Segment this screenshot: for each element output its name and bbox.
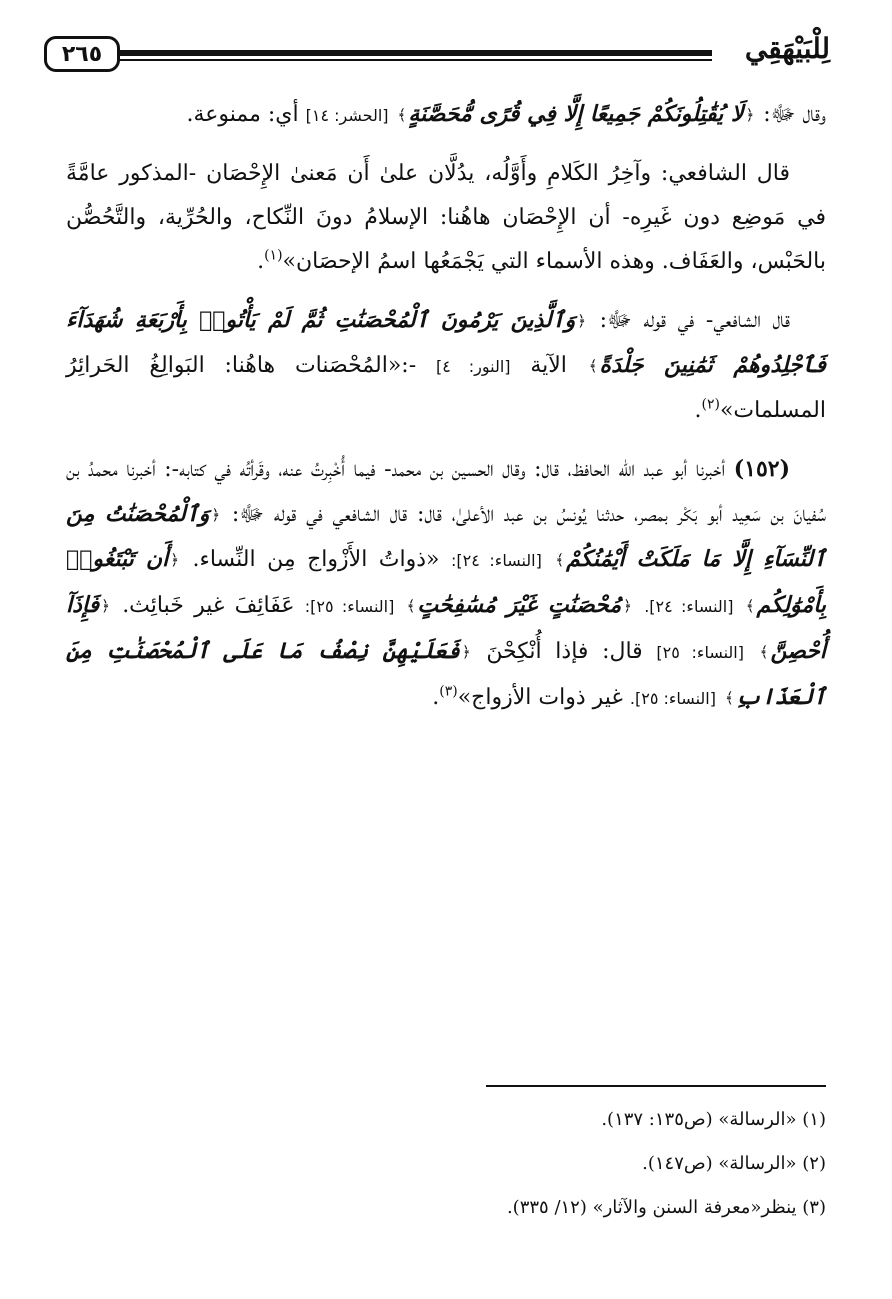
quran-close-ornament: ﴾ (555, 551, 565, 569)
verse-citation: [الحشر: ١٤] (305, 106, 389, 125)
quran-verse: مُحْصَنَٰتٍ غَيْرَ مُسَٰفِحَٰتٍ (417, 592, 622, 618)
footnote-ref[interactable]: (٣) (439, 683, 458, 700)
running-head: لِلْبَيْهَقِي (744, 32, 830, 65)
verse-citation: [النساء: ٢٥]. (629, 689, 716, 708)
footnotes (66, 1098, 826, 1230)
text-span: -:«المُحْصَنات هاهُنا: البَوالِغُ الحَرائِرُ المسلمات» (66, 353, 826, 423)
text-span: الآية (530, 353, 567, 378)
quran-close-ornament: ﴾ (724, 689, 734, 707)
paragraph-2 (66, 152, 826, 284)
quran-open-ornament: ﴿ (211, 506, 221, 524)
quran-close-ornament: ﴾ (406, 597, 416, 615)
quran-close-ornament: ﴾ (588, 357, 598, 375)
footnote-ref[interactable]: (١) (264, 247, 283, 264)
header-rule-thin (118, 59, 712, 61)
page-header (44, 30, 830, 80)
text-span: قال الشافعي- في قوله ﷻ: (599, 308, 790, 333)
quran-open-ornament: ﴿ (461, 643, 471, 661)
text-span: أخبرنا أبو عبد الله الحافظ، قال: وقال الحسين بن محمد- فيما أُخْبِرتُ عنه، وقَرأتُه في كتابه-: أخبرنا محمدُ بن سُفيانَ بن سَعِيد أبو بَكْر بمصر، حدثنا يُونسُ بن عبد الأعلىٰ، قال: قال الشافعي في قوله ﷻ: (66, 457, 826, 527)
quran-verse: وَٱلَّذِينَ يَرْمُونَ ٱلْمُحْصَنَٰتِ ثُمَّ لَمْ يَأْتُوا۟ بِأَرْبَعَةِ شُهَدَآءَ فَٱجْلِدُوهُمْ ثَمَٰنِينَ جَلْدَةً (66, 307, 827, 378)
paragraph-4 (66, 447, 826, 721)
quran-open-ornament: ﴿ (101, 597, 110, 615)
hadith-number: (١٥٢) (733, 456, 790, 482)
footnote-1: (١) «الرسالة» (ص١٣٥: ١٣٧). (601, 1109, 826, 1130)
quran-close-ornament: ﴾ (397, 106, 407, 124)
quran-verse: وَٱلْمُحْصَنَٰتُ مِنَ ٱلنِّسَآءِ إِلَّا مَا مَلَكَتْ أَيْمَٰنُكُمْ (66, 501, 826, 572)
quran-verse: أَن تَبْتَغُوا۟ بِأَمْوَٰلِكُم (66, 546, 827, 618)
quran-close-ornament: ﴾ (745, 597, 755, 615)
verse-citation: [النساء: ٢٤]: (451, 551, 542, 570)
verse-citation: [النساء: ٢٥] (656, 643, 744, 662)
quran-open-ornament: ﴿ (745, 106, 755, 124)
text-span: . (257, 249, 265, 274)
text-span: . (432, 685, 440, 710)
quran-verse: فَإِذَآ أُحْصِنَّ (66, 592, 826, 664)
footnote-3: (٣) ينظر«معرفة السنن والآثار» (١٢/ ٣٣٥). (506, 1197, 826, 1218)
main-text (66, 92, 826, 735)
paragraph-1 (66, 92, 826, 138)
header-rule-thick (118, 50, 712, 56)
quran-open-ornament: ﴿ (623, 597, 632, 615)
text-span: غير ذوات الأزواج» (457, 685, 623, 710)
text-span: عَفَائِفَ غير خَبائِث. (122, 593, 295, 618)
text-span: . (694, 398, 702, 423)
footnote-ref[interactable]: (٢) (701, 396, 720, 413)
verse-citation: [النساء: ٢٥]: (304, 597, 395, 616)
text-span: قال الشافعي: وآخِرُ الكَلامِ وأَوَّلُه، يدُلَّان علىٰ أَن مَعنىٰ الإِحْصَان -المذكور عامَّةً في مَوضِع دون غَيرِه- أن الإِحْصَان هاهُنا: الإسلامُ دونَ النِّكاح، والحُرِّية، والتَّحُصُّن بالحَبْس، والعَفَاف. وهذه الأسماء التي يَجْمَعُها اسمُ الإحصَان» (66, 161, 826, 274)
verse-citation: [النور: ٤] (435, 357, 511, 376)
text-span: قال: فإذا أُنْكِحْنَ (486, 639, 643, 664)
quran-verse: لَا يُقَٰتِلُونَكُمْ جَمِيعًا إِلَّا فِي قُرًى مُّحَصَّنَةٍ (408, 101, 744, 127)
quran-verse: فَعَلَيْهِنَّ نِصْفُ مَا عَلَى ٱلْمُحْصَنَٰتِ مِنَ ٱلْعَذَابِ (66, 638, 826, 710)
footnote-2: (٢) «الرسالة» (ص١٤٧). (642, 1153, 826, 1174)
verse-citation: [النساء: ٢٤]. (644, 597, 734, 616)
quran-open-ornament: ﴿ (577, 312, 587, 330)
footnote-separator (486, 1085, 826, 1087)
text-span: وقال ﷻ: (763, 102, 826, 127)
quran-close-ornament: ﴾ (759, 643, 769, 661)
quran-open-ornament: ﴿ (170, 551, 179, 569)
paragraph-3 (66, 298, 826, 433)
page-number: ٢٦٥ (44, 36, 120, 72)
text-span: «ذواتُ الأَزْواج مِن النِّساء. (192, 547, 440, 572)
header-rule (118, 50, 712, 60)
text-span: أي: ممنوعة. (186, 102, 299, 127)
